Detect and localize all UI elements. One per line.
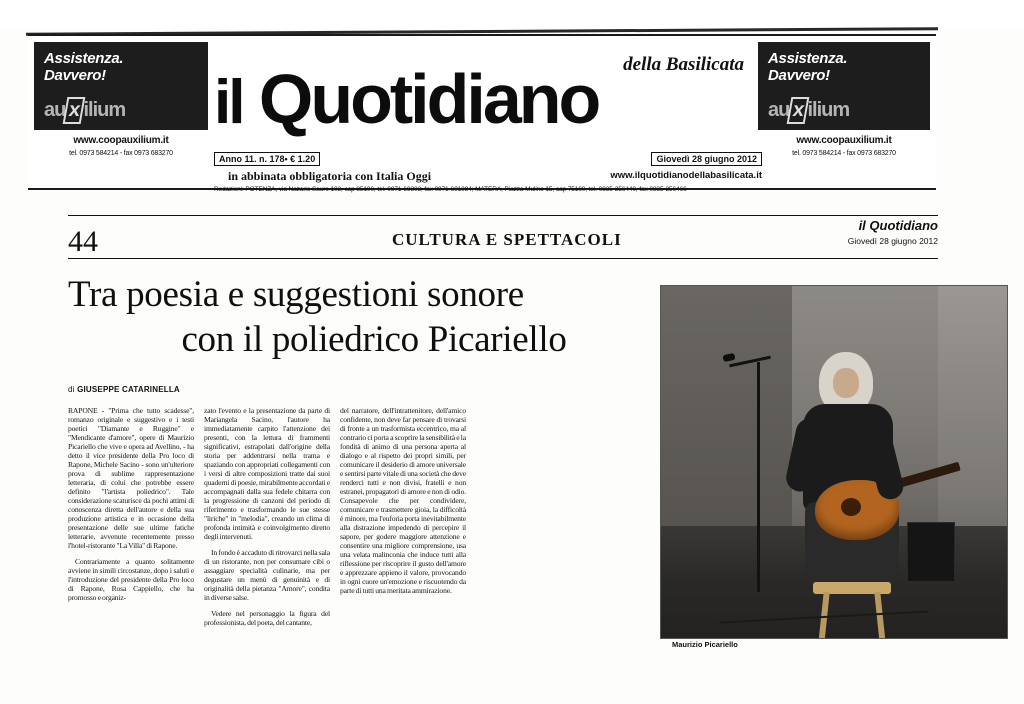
article-photo <box>660 285 1008 639</box>
masthead-website[interactable]: www.ilquotidianodellabasilicata.it <box>610 170 762 181</box>
photo-stool <box>813 582 891 639</box>
masthead-info-bar <box>214 152 762 168</box>
paragraph: del narratore, dell'intrattenitore, dell'amico confidente, non deve far pensare di trovarsi di fronte a un trasformista eccentrico, ma al contrario ci porta a scoprire la sensibilità e la fondità di animo di una persona aperta al dialogo e al rispetto dei propri simili, per comunicare il desiderio di amore universale e sentirsi parte vitale di una società che deve renderci tutti e non divisi, fratelli e non estranei, propagatori di amore e non di odio. Consapevole che per condividere, comunicare e trasmettere gioia, la difficoltà è minore, ma l'euforia porta inevitabilmente alla distrazione impedendo di percepire il sapore, per godere maggiore attenzione e consentire una migliore comprensione, usa una velata malinconia che induce tutti alla riflessione per riscoprire il gusto dell'amore e apprezzare appieno il valore, provocando in ogni cuore un'emozione e riscuotendo da parte di tutti una meritata ammirazione. <box>340 406 466 595</box>
ad-left-url[interactable]: www.coopauxilium.it <box>73 135 169 146</box>
article-column-2 <box>204 406 330 634</box>
scan-margin <box>0 0 1024 28</box>
auxilium-logo-right: au xilium <box>768 97 849 124</box>
paper-title-prefix: il <box>214 68 243 137</box>
masthead-redazioni: Redazioni: POTENZA, via Nazario Sauro 102, cap 85100, tel. 0971-69303; fax 0971-601084; MATERA, Piazza Mulino 15, cap 75100, tel. 0835-256440, fax 0835-256466 <box>214 186 687 193</box>
paper-title-main: Quotidiano <box>258 60 599 138</box>
ad-right-claim-line2: Davvero! <box>768 67 830 84</box>
microphone-stand <box>757 362 760 592</box>
photo-performer <box>789 352 909 588</box>
masthead-title-block <box>214 38 750 150</box>
article-headline <box>68 272 708 362</box>
ad-left-claim-line1: Assistenza. <box>44 50 124 67</box>
header-rule-top <box>68 215 938 216</box>
headline-line-2: con il poliedrico Picariello <box>181 319 567 360</box>
header-rule-bottom <box>68 258 938 259</box>
paragraph: Contrariamente a quanto solitamente avviene in simili circostanze, dopo i saluti e l'introduzione del presidente della Pro loco di Rapone, Rosa Cappiello, che ha promosso e organiz- <box>68 557 194 602</box>
section-title: CULTURA E SPETTACOLI <box>392 230 622 249</box>
page-number: 44 <box>68 225 98 258</box>
paragraph: Vedere nel personaggio la figura del professionista, del poeta, del cantante, <box>204 609 330 627</box>
ad-left-tel: tel. 0973 584214 - fax 0973 683270 <box>69 150 173 157</box>
paragraph: zato l'evento e la presentazione da parte di Mariangela Sacino, l'autore ha immediatamente carpito l'attenzione dei presenti, con la lettura di frammenti significativi, estrapolati dall'origine della storia per addentrarsi nella trama e spaziando con appropriati collegamenti con i versi di altre composizioni tratte dai suoi quaderni di poesie, mirabilmente accordati e accompagnati dalla sua fedele chitarra con la progressione di canzoni del periodo di riferimento e trasformando le sue stesse "liriche" in "melodia", creando un clima di profonda intimità e coinvolgimento diretto degli intervenuti. <box>204 406 330 541</box>
byline-author: GIUSEPPE CATARINELLA <box>77 385 180 394</box>
masthead <box>28 34 936 193</box>
ad-left-claim-line2: Davvero! <box>44 67 106 84</box>
ad-right-url[interactable]: www.coopauxilium.it <box>796 135 892 146</box>
masthead-issue: Anno 11. n. 178• € 1.20 <box>214 152 320 166</box>
ad-banner-right[interactable] <box>758 42 930 170</box>
byline-prefix: di <box>68 385 75 394</box>
guitar-soundhole <box>841 498 861 516</box>
stool-leg <box>874 592 885 639</box>
ad-right-claim-line1: Assistenza. <box>768 50 848 67</box>
auxilium-logo-left: au xilium <box>44 97 125 124</box>
header-right-block <box>848 218 938 246</box>
masthead-abbinata: in abbinata obbligatoria con Italia Oggi <box>228 169 432 183</box>
header-date: Giovedì 28 giugno 2012 <box>847 236 938 246</box>
ad-right-tel: tel. 0973 584214 - fax 0973 683270 <box>792 150 896 157</box>
photo-amplifier <box>907 522 955 582</box>
performer-face <box>833 368 859 398</box>
ad-banner-left[interactable] <box>34 42 208 170</box>
masthead-supplement: della Basilicata <box>623 54 744 75</box>
article-column-3 <box>340 406 466 602</box>
article-byline <box>68 385 248 394</box>
paragraph: RAPONE - "Prima che tutto scadesse", romanzo originale e suggestivo e i testi poetici "Diamante e Ruggine" e "Mendicante d'amore", opere di Maurizio Picariello che vive e opera ad Avellino, - ha detto il vice presidente della Pro loco di Rapone, Michele Sacino - sono un'ulteriore prova di sublime rappresentazione letteraria, di colui che potrebbe essere definito "l'artista poliedrico". Tale considerazione scaturisce da pochi attimi di conoscenza diretta dell'autore e della sua produzione artistica e in occasione della presentazione delle sue ultime fatiche letterarie, avvenute recentemente presso l'hotel-ristorante "La Villa" di Rapone. <box>68 406 194 550</box>
headline-line-1: Tra poesia e suggestioni sonore <box>68 274 524 315</box>
masthead-date: Giovedì 28 giugno 2012 <box>651 152 762 166</box>
header-paper-name: il Quotidiano <box>858 218 938 233</box>
article-body <box>68 406 658 666</box>
article-column-1 <box>68 406 194 609</box>
photo-caption: Maurizio Picariello <box>672 640 738 649</box>
paragraph: In fondo è accaduto di ritrovarci nella sala di un ristorante, non per consumare cibi o assaggiare specialità culinarie, ma per degustare un menù di genuinità e di originalità della pietanza "Amore", condita in diverse salse. <box>204 548 330 602</box>
